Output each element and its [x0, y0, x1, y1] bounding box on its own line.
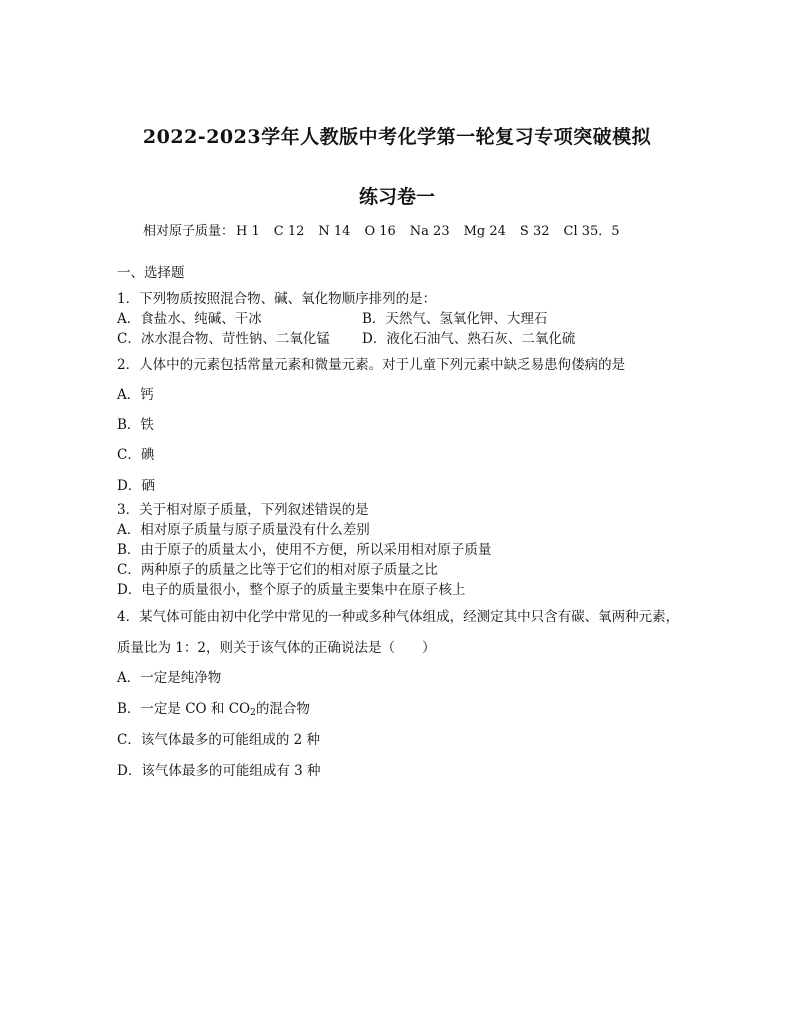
- q2-option-d: D．硒: [117, 478, 155, 494]
- atomic-mass-na: Na 23: [409, 224, 450, 239]
- q2-option-b: B．铁: [117, 417, 154, 433]
- q1-stem: 1．下列物质按照混合物、碱、氧化物顺序排列的是：: [117, 291, 437, 307]
- atomic-mass-o: O 16: [364, 224, 396, 239]
- q2-option-c: C．碘: [117, 447, 155, 463]
- atomic-mass-s: S 32: [519, 224, 550, 239]
- atomic-masses-label: 相对原子质量：: [143, 224, 235, 239]
- q3-stem: 3．关于相对原子质量，下列叙述错误的是: [117, 502, 369, 518]
- atomic-masses-line: [143, 220, 634, 239]
- q4-option-d: D．该气体最多的可能组成有 3 种: [117, 763, 321, 779]
- section-heading: 一、选择题: [117, 265, 185, 281]
- q3-option-b: B．由于原子的质量太小，使用不方便，所以采用相对原子质量: [117, 542, 492, 558]
- q3-option-d: D．电子的质量很小，整个原子的质量主要集中在原子核上: [117, 582, 466, 598]
- q1-option-b: B．天然气、氢氧化钾、大理石: [362, 311, 548, 327]
- title-line-2: 练习卷一: [358, 186, 435, 208]
- q2-stem: 2．人体中的元素包括常量元素和微量元素。对于儿童下列元素中缺乏易患佝偻病的是: [117, 357, 626, 373]
- q4-stem-line-1: 4．某气体可能由初中化学中常见的一种或多种气体组成，经测定其中只含有碳、氧两种元素，: [117, 609, 680, 625]
- q1-option-c: C．冰水混合物、苛性钠、二氧化锰: [117, 331, 330, 347]
- atomic-mass-h: H 1: [236, 224, 260, 239]
- q4-option-b-prefix: B．一定是 CO 和 CO: [117, 701, 251, 717]
- title-line-1: 2022-2023学年人教版中考化学第一轮复习专项突破模拟: [142, 126, 652, 148]
- q4-stem-line-2: 质量比为 1：2，则关于该气体的正确说法是（ ）: [117, 640, 436, 656]
- atomic-mass-n: N 14: [318, 224, 351, 239]
- atomic-mass-mg: Mg 24: [463, 224, 506, 239]
- q4-option-b: [117, 700, 310, 722]
- q3-option-c: C．两种原子的质量之比等于它们的相对原子质量之比: [117, 562, 438, 578]
- atomic-mass-c: C 12: [273, 224, 305, 239]
- q4-option-b-subscript: 2: [250, 708, 256, 718]
- q4-option-a: A．一定是纯净物: [117, 670, 222, 686]
- q3-option-a: A．相对原子质量与原子质量没有什么差别: [117, 522, 370, 538]
- q1-option-d: D．液化石油气、熟石灰、二氧化硫: [362, 331, 576, 347]
- q4-option-b-suffix: 的混合物: [255, 701, 310, 717]
- q4-option-c: C．该气体最多的可能组成的 2 种: [117, 732, 321, 748]
- q2-option-a: A．钙: [117, 387, 154, 403]
- atomic-mass-cl: Cl 35．5: [563, 224, 620, 239]
- q1-option-a: A．食盐水、纯碱、干冰: [117, 311, 262, 327]
